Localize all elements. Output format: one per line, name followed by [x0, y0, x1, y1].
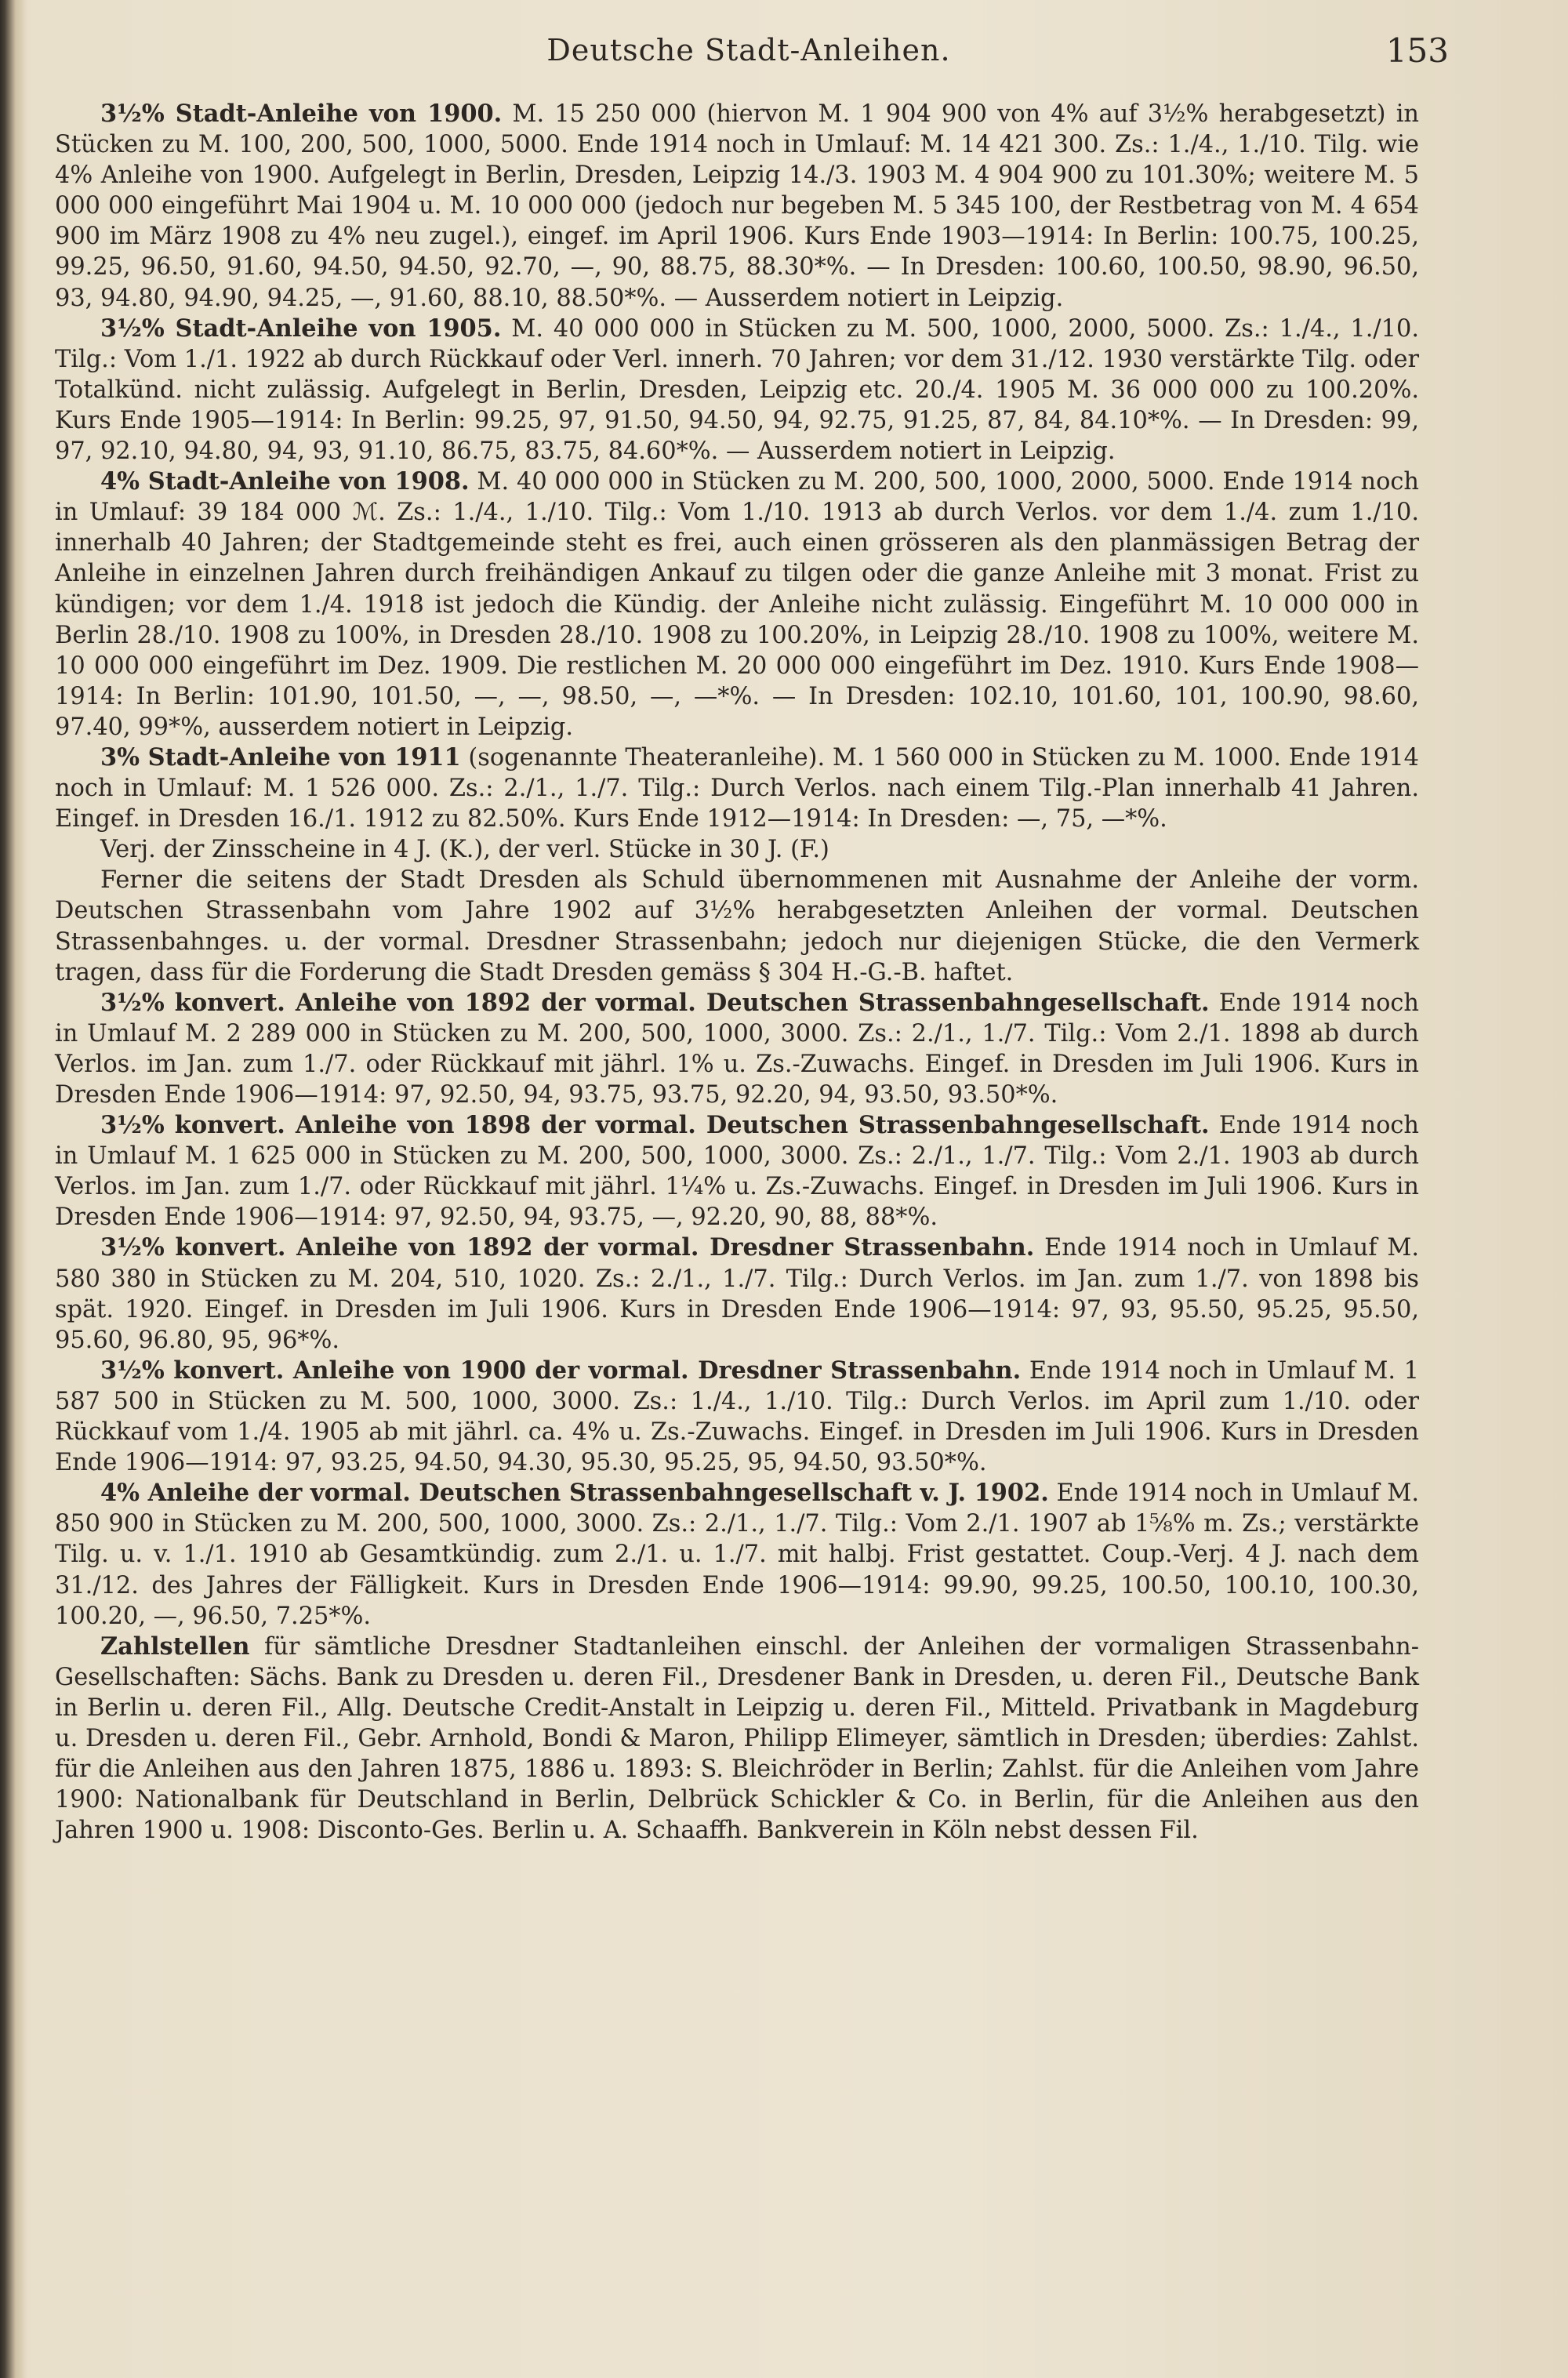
entry-heading: 3½% konvert. Anleihe von 1892 der vormal. Dresdner Strassenbahn.: [100, 1233, 1035, 1262]
entry-paragraph: [55, 1356, 1419, 1478]
entry-text: Ende 1914 noch in Umlauf M. 2 289 000 in Stücken zu M. 200, 500, 1000, 3000. Zs.: 2./1., 1./7. Tilg.: Vom 2./1. 1898 ab durch Verlos. im Jan. zum 1./7. oder Rückkauf mit jährl. 1% u. Zs.-Zuwachs. Eingef. in Dresden im Juli 1906. Kurs in Dresden Ende 1906—1914: 97, 92.50, 94, 93.75, 93.75, 92.20, 94, 93.50, 93.50*%.: [55, 989, 1419, 1109]
entry-heading: 3½% konvert. Anleihe von 1900 der vormal. Dresdner Strassenbahn.: [100, 1356, 1022, 1385]
entry-text: M. 40 000 000 in Stücken zu M. 200, 500, 1000, 2000, 5000. Ende 1914 noch in Umlauf: 39 184 000 ℳ. Zs.: 1./4., 1./10. Tilg.: Vom 1./10. 1913 ab durch Verlos. vor dem 1./4. zum 1./10. innerhalb 40 Jahren; der Stadtgemeinde steht es frei, auch einen grösseren als den planmässigen Betrag der Anleihe in einzelnen Jahren durch freihändigen Ankauf zu tilgen oder die ganze Anleihe mit 3 monat. Frist zu kündigen; vor dem 1./4. 1918 ist jedoch die Kündig. der Anleihe nicht zulässig. Eingeführt M. 10 000 000 in Berlin 28./10. 1908 zu 100%, in Dresden 28./10. 1908 zu 100.20%, in Leipzig 28./10. 1908 zu 100%, weitere M. 10 000 000 eingeführt im Dez. 1909. Die restlichen M. 20 000 000 eingeführt im Dez. 1910. Kurs Ende 1908—1914: In Berlin: 101.90, 101.50, —, —, 98.50, —, —*%. — In Dresden: 102.10, 101.60, 101, 100.90, 98.60, 97.40, 99*%, ausserdem notiert in Leipzig.: [55, 468, 1420, 741]
entry-text: Ende 1914 noch in Umlauf M. 580 380 in Stücken zu M. 204, 510, 1020. Zs.: 2./1., 1./7. Tilg.: Durch Verlos. im Jan. zum 1./7. von 1898 bis spät. 1920. Eingef. in Dresden im Juli 1906. Kurs in Dresden Ende 1906—1914: 97, 93, 95.50, 95.25, 95.50, 95.60, 96.80, 95, 96*%.: [55, 1234, 1419, 1354]
entry-paragraph: [55, 1233, 1419, 1355]
zahlstellen-heading: Zahlstellen: [100, 1632, 250, 1661]
page-header: [55, 30, 1449, 77]
entry-paragraph: [55, 467, 1419, 742]
entry-text: Ende 1914 noch in Umlauf M. 1 625 000 in Stücken zu M. 200, 500, 1000, 3000. Zs.: 2./1., 1./7. Tilg.: Vom 2./1. 1903 ab durch Verlos. im Jan. zum 1./7. oder Rückkauf mit jährl. 1¼% u. Zs.-Zuwachs. Eingef. in Dresden im Juli 1906. Kurs in Dresden Ende 1906—1914: 97, 92.50, 94, 93.75, —, 92.20, 90, 88, 88*%.: [55, 1112, 1419, 1232]
entry-heading: 3% Stadt-Anleihe von 1911: [100, 742, 461, 771]
entry-text: (sogenannte Theateranleihe). M. 1 560 000 in Stücken zu M. 1000. Ende 1914 noch in Umlauf: M. 1 526 000. Zs.: 2./1., 1./7. Tilg.: Durch Verlos. nach einem Tilg.-Plan innerhalb 41 Jahren. Eingef. in Dresden 16./1. 1912 zu 82.50%. Kurs Ende 1912—1914: In Dresden: —, 75, —*%.: [55, 743, 1419, 833]
entry-text: Ende 1914 noch in Umlauf M. 850 900 in Stücken zu M. 200, 500, 1000, 3000. Zs.: 2./1., 1./7. Tilg.: Vom 2./1. 1907 ab 1⅝% m. Zs.; verstärkte Tilg. u. v. 1./1. 1910 ab Gesamtkündig. zum 2./1. u. 1./7. mit halbj. Frist gestattet. Coup.-Verj. 4 J. nach dem 31./12. des Jahres der Fälligkeit. Kurs in Dresden Ende 1906—1914: 99.90, 99.25, 100.50, 100.10, 100.30, 100.20, —, 96.50, 7.25*%.: [55, 1479, 1420, 1630]
entry-heading: 4% Stadt-Anleihe von 1908.: [100, 467, 470, 496]
entry-heading: 3½% konvert. Anleihe von 1898 der vormal. Deutschen Strassenbahngesellschaft.: [100, 1111, 1210, 1140]
verjaehrung-note: Verj. der Zinsscheine in 4 J. (K.), der verl. Stücke in 30 J. (F.): [100, 836, 829, 864]
entry-heading: 4% Anleihe der vormal. Deutschen Strassenbahngesellschaft v. J. 1902.: [100, 1479, 1049, 1508]
entry-heading: 3½% konvert. Anleihe von 1892 der vormal. Deutschen Strassenbahngesellschaft.: [100, 988, 1210, 1017]
entry-paragraph: [55, 314, 1419, 467]
entry-heading: 3½% Stadt-Anleihe von 1900.: [100, 100, 503, 128]
entry-text: M. 40 000 000 in Stücken zu M. 500, 1000, 2000, 5000. Zs.: 1./4., 1./10. Tilg.: Vom 1./1. 1922 ab durch Rückkauf oder Verl. innerh. 70 Jahren; vor dem 31./12. 1930 verstärkte Tilg. oder Totalkünd. nicht zulässig. Aufgelegt in Berlin, Dresden, Leipzig etc. 20./4. 1905 M. 36 000 000 zu 100.20%. Kurs Ende 1905—1914: In Berlin: 99.25, 97, 91.50, 94.50, 94, 92.75, 91.25, 87, 84, 84.10*%. — In Dresden: 99, 97, 92.10, 94.80, 94, 93, 91.10, 86.75, 83.75, 84.60*%. — Ausserdem notiert in Leipzig.: [55, 314, 1419, 466]
running-title: Deutsche Stadt-Anleihen.: [546, 33, 951, 67]
page-number: 153: [1385, 31, 1449, 70]
zahlstellen-paragraph: [55, 1632, 1419, 1846]
entry-text: M. 15 250 000 (hiervon M. 1 904 900 von 4% auf 3½% herabgesetzt) in Stücken zu M. 100, 200, 500, 1000, 5000. Ende 1914 noch in Umlauf: M. 14 421 300. Zs.: 1./4., 1./10. Tilg. wie 4% Anleihe von 1900. Aufgelegt in Berlin, Dresden, Leipzig 14./3. 1903 M. 4 904 900 zu 101.30%; weitere M. 5 000 000 eingeführt Mai 1904 u. M. 10 000 000 (jedoch nur begeben M. 5 345 100, der Restbetrag von M. 4 654 900 im März 1908 zu 4% neu zugel.), eingef. im April 1906. Kurs Ende 1903—1914: In Berlin: 100.75, 100.25, 99.25, 96.50, 91.60, 94.50, 94.50, 92.70, —, 90, 88.75, 88.30*%. — In Dresden: 100.60, 100.50, 98.90, 96.50, 93, 94.80, 94.90, 94.25, —, 91.60, 88.10, 88.50*%. — Ausserdem notiert in Leipzig.: [55, 100, 1419, 312]
binding-edge: [0, 0, 27, 2378]
page-body: [55, 99, 1419, 1846]
zahlstellen-text: für sämtliche Dresdner Stadtanleihen einschl. der Anleihen der vormaligen Strassenbahn-Gesellschaften: Sächs. Bank zu Dresden u. deren Fil., Dresdener Bank in Dresden, u. deren Fil., Deutsche Bank in Berlin u. deren Fil., Allg. Deutsche Credit-Anstalt in Leipzig u. deren Fil., Mitteld. Privatbank in Magdeburg u. Dresden u. deren Fil., Gebr. Arnhold, Bondi & Maron, Philipp Elimeyer, sämtlich in Dresden; überdies: Zahlst. für die Anleihen aus den Jahren 1875, 1886 u. 1893: S. Bleichröder in Berlin; Zahlst. für die Anleihen vom Jahre 1900: Nationalbank für Deutschland in Berlin, Delbrück Schickler & Co. in Berlin, für die Anleihen aus den Jahren 1900 u. 1908: Disconto-Ges. Berlin u. A. Schaaffh. Bankverein in Köln nebst dessen Fil.: [55, 1632, 1419, 1845]
entry-paragraph: [55, 988, 1419, 1110]
entry-paragraph: [55, 99, 1419, 314]
entry-paragraph: [55, 742, 1419, 834]
entry-paragraph: [55, 1478, 1419, 1631]
entry-heading: 3½% Stadt-Anleihe von 1905.: [100, 314, 502, 343]
ferner-paragraph: Ferner die seitens der Stadt Dresden als Schuld übernommenen mit Ausnahme der Anleihe der vorm. Deutschen Strassenbahn vom Jahre 1902 auf 3½% herabgesetzten Anleihen der vormal. Deutschen Strassenbahnges. u. der vormal. Dresdner Strassenbahn; jedoch nur diejenigen Stücke, die den Vermerk tragen, dass für die Forderung die Stadt Dresden gemäss § 304 H.-G.-B. haftet.: [55, 866, 1419, 986]
entry-text: Ende 1914 noch in Umlauf M. 1 587 500 in Stücken zu M. 500, 1000, 3000. Zs.: 1./4., 1./10. Tilg.: Durch Verlos. im April zum 1./10. oder Rückkauf vom 1./4. 1905 ab mit jährl. ca. 4% u. Zs.-Zuwachs. Eingef. in Dresden im Juli 1906. Kurs in Dresden Ende 1906—1914: 97, 93.25, 94.50, 94.30, 95.30, 95.25, 95, 94.50, 93.50*%.: [55, 1356, 1419, 1477]
entry-paragraph: [55, 1110, 1419, 1233]
